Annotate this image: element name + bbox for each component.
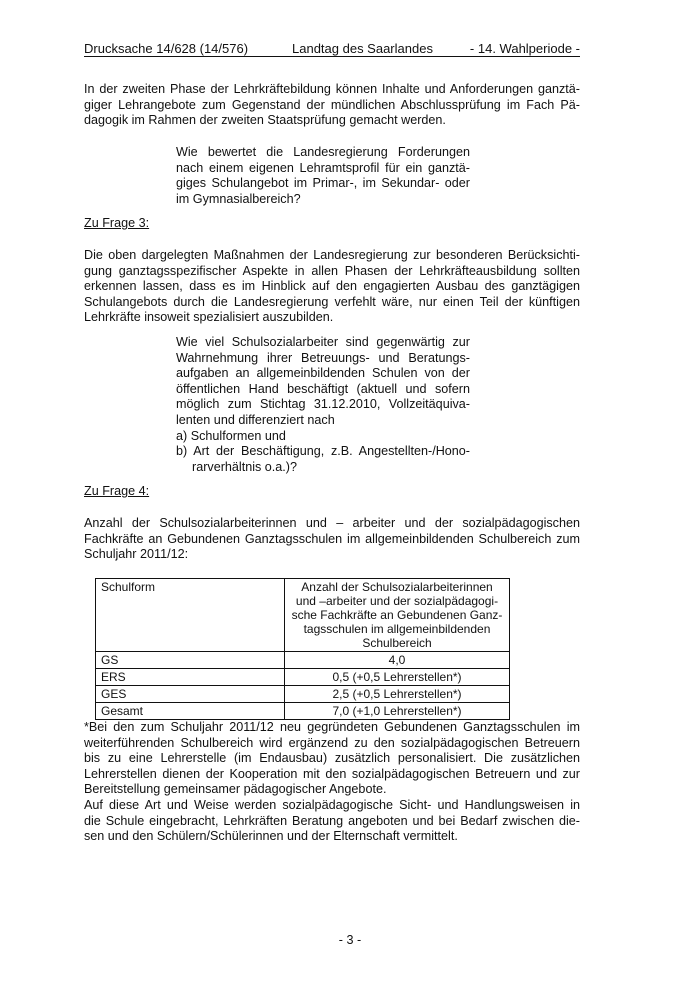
cell-schulform: GS [96,652,285,669]
table-row [96,652,510,669]
table-row [96,703,510,720]
text-line: Wie viel Schulsozialarbeiter sind gegenwärtig zur [176,335,470,349]
text-line: Schuljahr 2011/12: [84,547,189,562]
cell-schulform: ERS [96,669,285,686]
text-line: sen und den Schülern/Schülerinnen und der Elternschaft vermittelt. [84,829,458,844]
header-wahlperiode: - 14. Wahlperiode - [469,41,580,56]
text-line: weiterführenden Schulbereich wird ergänzend zu den sozialpädagogischen Betreuern [84,735,580,750]
cell-anzahl: 4,0 [285,652,510,669]
text-line: Wahrnehmung ihrer Betreuungs- und Beratungs- [176,350,470,365]
text-line: giges Schulangebot im Primar-, im Sekundar- oder [176,176,470,191]
text-line: Bereitstellung gemeinsamer pädagogischer Angebote. [84,782,387,797]
answer-4-intro [84,516,580,563]
list-item-a: a) Schulformen und [176,428,286,443]
cell-anzahl: 0,5 (+0,5 Lehrerstellen*) [285,669,510,686]
text-line: erkennen lassen, dass es im Hinblick auf den engagierten Ausbau des ganztägigen [84,279,580,294]
header-line: sche Fachkräfte an Gebundenen Ganz- [291,608,503,622]
text-line: *Bei den zum Schuljahr 2011/12 neu gegründeten Gebundenen Ganztagsschulen im [84,720,580,734]
header-line: Anzahl der Schulsozialarbeiterinnen [301,580,493,594]
heading-text: Zu Frage 3: [84,216,150,230]
header-line: und –arbeiter und der sozialpädagogi- [295,594,499,608]
table-row [96,669,510,686]
page-header [84,38,580,57]
page-number: - 3 - [338,933,362,947]
header-line: tagsschulen im allgemeinbildenden [303,622,491,636]
cell-anzahl: 7,0 (+1,0 Lehrerstellen*) [285,703,510,720]
header-drucksache: Drucksache 14/628 (14/576) [84,41,249,56]
header-cell-anzahl [285,579,510,652]
table-header-row [96,579,510,652]
text-line: Wie bewertet die Landesregierung Forderungen [176,145,470,159]
text-line: Lehrerstellen dienen der Kooperation mit den sozialpädagogischen Betreuern und zur [84,766,580,781]
text-line: Die oben dargelegten Maßnahmen der Landesregierung zur besonderen Berücksichti- [84,248,580,262]
text-line: In der zweiten Phase der Lehrkräftebildung können Inhalte und Anforderungen ganztä- [84,82,580,96]
paragraph-lehrkraeftebildung [84,82,580,129]
cell-schulform: GES [96,686,285,703]
cell-anzahl: 2,5 (+0,5 Lehrerstellen*) [285,686,510,703]
text-line: lenten und differenziert nach [176,412,335,427]
schulsozialarbeiter-table [95,578,510,720]
text-line: Lehrkräfte insoweit spezialisiert auszubilden. [84,310,334,325]
header-landtag: Landtag des Saarlandes [292,41,433,56]
text-line: öffentlichen Hand beschäftigt (aktuell und sofern [176,381,470,396]
question-4 [176,335,470,475]
text-line: Fachkräfte an Gebundenen Ganztagsschulen im allgemeinbildenden Schulbereich zum [84,531,580,546]
text-line: Schulangebots durch die Landesregierung verfehlt wäre, nur einen Teil der künftigen [84,294,580,309]
text-line: die Schule eingebracht, Lehrkräften Beratung angeboten und bei Bedarf zwischen die- [84,813,580,828]
text-line: gung ganztagsspezifischer Aspekte in allen Phasen der Lehrkräfteausbildung sollten [84,263,580,278]
text-line: giger Lehrangebote zum Gegenstand der mündlichen Abschlussprüfung im Fach Pä- [84,97,580,112]
text-line: möglich zum Stichtag 31.12.2010, Vollzeitäquiva- [176,397,470,412]
text-line: im Gymnasialbereich? [176,191,301,206]
list-item-b: b) Art der Beschäftigung, z.B. Angestellten-/Hono- [176,444,470,459]
text-line: nach einem eigenen Lehramtsprofil für ein ganztä- [176,160,470,175]
list-item-b-continued: rarverhältnis o.a.)? [192,459,297,474]
heading-zu-frage-3 [84,216,580,232]
heading-zu-frage-4 [84,484,580,500]
header-line: Schulbereich [362,636,432,650]
cell-schulform: Gesamt [96,703,285,720]
text-line: bis zu eine Lehrerstelle (im Endausbau) zusätzlich personalisiert. Die zusätzlichen [84,751,580,766]
text-line: aufgaben an allgemeinbildenden Schulen von der [176,366,470,381]
table-row [96,686,510,703]
footnote-lehrerstellen [84,720,580,845]
header-cell-schulform: Schulform [96,579,285,652]
question-3 [176,145,470,207]
answer-3 [84,248,580,326]
text-line: Anzahl der Schulsozialarbeiterinnen und – arbeiter und der sozialpädagogischen [84,516,580,530]
text-line: Auf diese Art und Weise werden sozialpädagogische Sicht- und Handlungsweisen in [84,797,580,812]
text-line: dagogik im Rahmen der zweiten Staatsprüfung gemacht werden. [84,113,446,128]
heading-text: Zu Frage 4: [84,484,150,498]
